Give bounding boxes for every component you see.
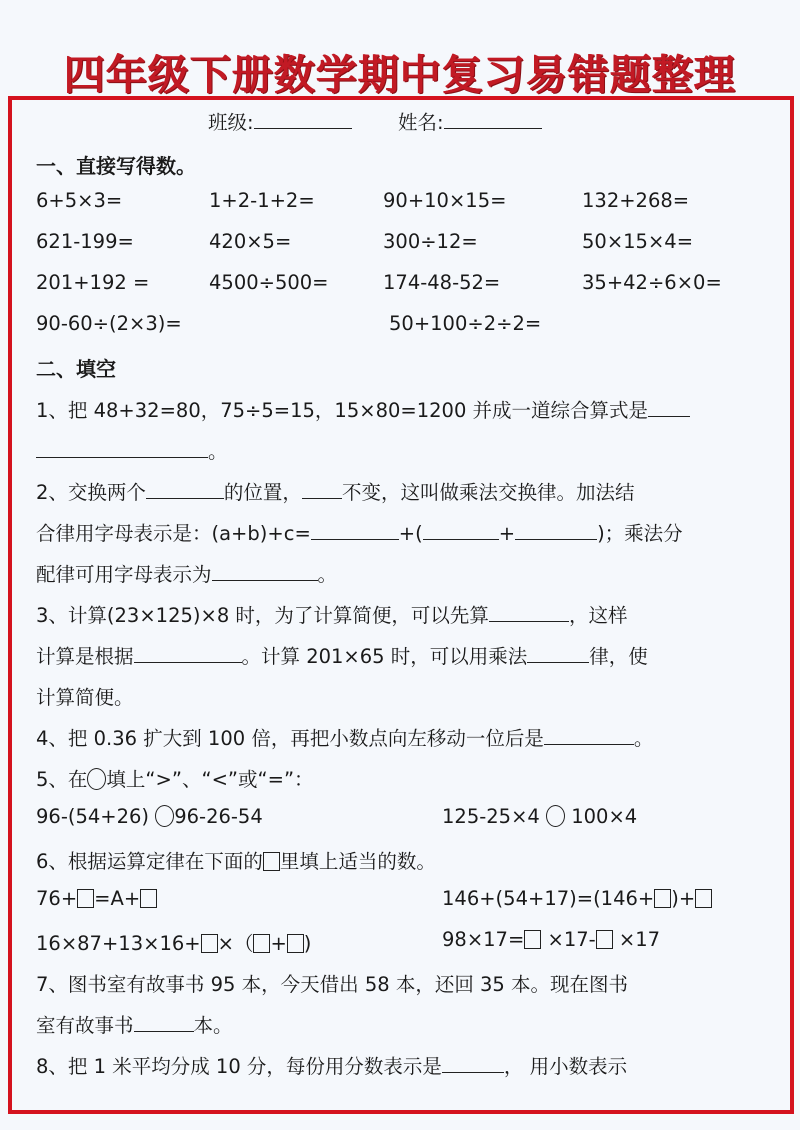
student-info xyxy=(208,107,542,135)
question-2-cont2: 配律可用字母表示为 。 xyxy=(36,559,337,587)
answer-box[interactable] xyxy=(524,930,541,949)
question-2: 2、交换两个 的位置， 不变，这叫做乘法交换律。加法结 xyxy=(36,477,634,505)
problem: 50+100÷2÷2= xyxy=(389,312,542,335)
answer-blank[interactable] xyxy=(442,1052,504,1073)
question-6-row2-left: 16×87+13×16+ ×（ + ) xyxy=(36,932,312,955)
answer-blank[interactable] xyxy=(423,519,499,540)
answer-blank[interactable] xyxy=(134,1011,194,1032)
name-label: 姓名: xyxy=(397,111,444,134)
question-5-compare-left: 96-(54+26) 96-26-54 xyxy=(36,805,263,828)
problem: 90-60÷(2×3)= xyxy=(36,312,182,335)
problem: 6+5×3= xyxy=(36,189,123,212)
question-6-row1-right: 146+(54+17)=(146+ )+ xyxy=(442,887,712,910)
answer-box[interactable] xyxy=(77,889,94,908)
section2-heading: 二、填空 xyxy=(36,357,116,381)
problem: 300÷12= xyxy=(383,230,478,253)
square-icon xyxy=(263,852,280,871)
question-6-row2-right: 98×17= ×17- ×17 xyxy=(442,928,661,951)
compare-circle[interactable] xyxy=(546,805,565,827)
worksheet-title: 四年级下册数学期中复习易错题整理 xyxy=(64,51,736,99)
question-7-cont: 室有故事书 本。 xyxy=(36,1010,233,1038)
question-5-compare-right: 125-25×4 100×4 xyxy=(442,805,638,828)
question-6: 6、根据运算定律在下面的 里填上适当的数。 xyxy=(36,850,436,873)
answer-box[interactable] xyxy=(201,934,218,953)
problem: 90+10×15= xyxy=(383,189,507,212)
question-7: 7、图书室有故事书 95 本，今天借出 58 本，还回 35 本。现在图书 xyxy=(36,973,629,996)
question-5: 5、在 填上“>”、“<”或“=”： xyxy=(36,768,314,791)
question-3-cont2: 计算简便。 xyxy=(36,686,134,709)
problem: 1+2-1+2= xyxy=(209,189,315,212)
answer-blank[interactable] xyxy=(36,437,208,458)
circle-icon xyxy=(87,768,106,790)
problem: 420×5= xyxy=(209,230,292,253)
question-6-row1-left: 76+ =A+ xyxy=(36,887,157,910)
answer-box[interactable] xyxy=(140,889,157,908)
question-3: 3、计算(23×125)×8 时，为了计算简便，可以先算 ，这样 xyxy=(36,600,627,628)
question-4: 4、把 0.36 扩大到 100 倍，再把小数点向左移动一位后是 。 xyxy=(36,723,653,751)
question-2-cont: 合律用字母表示是：(a+b)+c= +( + )；乘法分 xyxy=(36,518,683,546)
compare-circle[interactable] xyxy=(155,805,174,827)
answer-blank[interactable] xyxy=(544,724,634,745)
question-1-cont: 。 xyxy=(36,436,228,464)
answer-box[interactable] xyxy=(253,934,270,953)
answer-blank[interactable] xyxy=(515,519,597,540)
answer-blank[interactable] xyxy=(648,396,690,417)
question-1: 1、把 48+32=80，75÷5=15，15×80=1200 并成一道综合算式是 xyxy=(36,395,690,423)
problem: 50×15×4= xyxy=(582,230,694,253)
answer-box[interactable] xyxy=(287,934,304,953)
question-3-cont: 计算是根据 。计算 201×65 时，可以用乘法 律，使 xyxy=(36,641,648,669)
name-field[interactable] xyxy=(444,108,542,129)
problem: 621-199= xyxy=(36,230,134,253)
answer-blank[interactable] xyxy=(212,560,318,581)
answer-box[interactable] xyxy=(654,889,671,908)
answer-blank[interactable] xyxy=(134,642,242,663)
problem: 4500÷500= xyxy=(209,271,329,294)
problem: 132+268= xyxy=(582,189,690,212)
answer-box[interactable] xyxy=(596,930,613,949)
answer-blank[interactable] xyxy=(302,478,342,499)
question-8: 8、把 1 米平均分成 10 分，每份用分数表示是 ， 用小数表示 xyxy=(36,1051,627,1079)
problem: 35+42÷6×0= xyxy=(582,271,722,294)
problem: 174-48-52= xyxy=(383,271,501,294)
class-field[interactable] xyxy=(254,108,352,129)
answer-blank[interactable] xyxy=(146,478,224,499)
class-label: 班级: xyxy=(208,111,254,134)
answer-blank[interactable] xyxy=(527,642,589,663)
problem: 201+192 = xyxy=(36,271,150,294)
section1-heading: 一、直接写得数。 xyxy=(36,154,196,178)
answer-box[interactable] xyxy=(695,889,712,908)
answer-blank[interactable] xyxy=(311,519,399,540)
answer-blank[interactable] xyxy=(489,601,569,622)
